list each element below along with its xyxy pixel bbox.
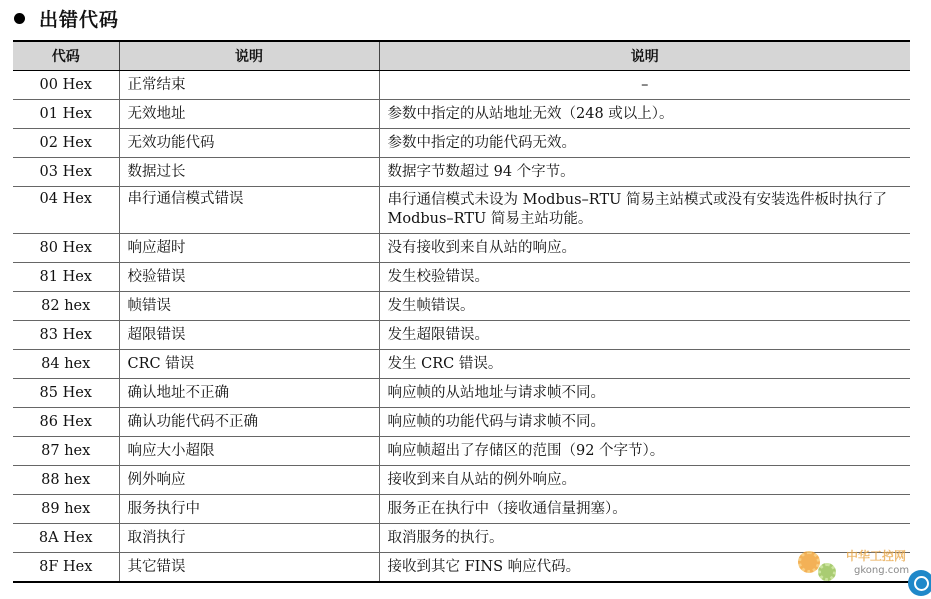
error-code-cell: 8F Hex [13, 553, 119, 583]
error-name-cell: 取消执行 [119, 524, 379, 553]
error-name-cell: 超限错误 [119, 321, 379, 350]
error-code-cell: 04 Hex [13, 187, 119, 234]
column-header-description: 说明 [379, 41, 910, 71]
error-code-cell: 84 hex [13, 350, 119, 379]
error-description-cell: 响应帧的从站地址与请求帧不同。 [379, 379, 910, 408]
error-name-cell: 串行通信模式错误 [119, 187, 379, 234]
error-name-cell: 无效功能代码 [119, 129, 379, 158]
error-description-cell: 发生校验错误。 [379, 263, 910, 292]
site-watermark-logo [796, 547, 921, 587]
table-row [13, 187, 910, 234]
error-description-cell: 服务正在执行中（接收通信量拥塞）。 [379, 495, 910, 524]
error-code-cell: 00 Hex [13, 71, 119, 100]
error-description-cell: 参数中指定的从站地址无效（248 或以上）。 [379, 100, 910, 129]
table-row [13, 466, 910, 495]
error-description-cell: 响应帧超出了存储区的范围（92 个字节）。 [379, 437, 910, 466]
table-row [13, 234, 910, 263]
table-row [13, 437, 910, 466]
error-name-cell: 确认功能代码不正确 [119, 408, 379, 437]
table-row [13, 553, 910, 583]
error-code-table [13, 40, 910, 583]
search-icon[interactable] [908, 570, 931, 596]
error-description-cell: 接收到来自从站的例外响应。 [379, 466, 910, 495]
table-row [13, 495, 910, 524]
error-description-cell: 没有接收到来自从站的响应。 [379, 234, 910, 263]
table-row [13, 71, 910, 100]
bullet-icon [14, 13, 25, 24]
error-description-cell: 响应帧的功能代码与请求帧不同。 [379, 408, 910, 437]
error-code-cell: 88 hex [13, 466, 119, 495]
table-row [13, 263, 910, 292]
heading-text: 出错代码 [39, 8, 120, 31]
table-row [13, 292, 910, 321]
error-description-cell: 串行通信模式未设为 Modbus–RTU 简易主站模式或没有安装选件板时执行了 Modbus–RTU 简易主站功能。 [379, 187, 910, 234]
table-row [13, 129, 910, 158]
gear-icon [818, 563, 836, 581]
table-row [13, 408, 910, 437]
error-description-cell: 发生 CRC 错误。 [379, 350, 910, 379]
error-name-cell: 确认地址不正确 [119, 379, 379, 408]
table-row [13, 350, 910, 379]
gear-icon [798, 551, 820, 573]
table-row [13, 321, 910, 350]
error-code-cell: 89 hex [13, 495, 119, 524]
table-row [13, 100, 910, 129]
error-description-cell: 取消服务的执行。 [379, 524, 910, 553]
error-name-cell: 例外响应 [119, 466, 379, 495]
error-name-cell: 数据过长 [119, 158, 379, 187]
error-description-cell: 发生超限错误。 [379, 321, 910, 350]
error-name-cell: 无效地址 [119, 100, 379, 129]
section-heading [14, 6, 119, 30]
error-description-cell: 发生帧错误。 [379, 292, 910, 321]
error-description-cell: 参数中指定的功能代码无效。 [379, 129, 910, 158]
error-code-cell: 87 hex [13, 437, 119, 466]
error-code-cell: 8A Hex [13, 524, 119, 553]
error-description-cell: 接收到其它 FINS 响应代码。 [379, 553, 910, 583]
error-code-cell: 83 Hex [13, 321, 119, 350]
table-row [13, 158, 910, 187]
watermark-url: gkong.com [854, 565, 910, 576]
table-row [13, 379, 910, 408]
error-name-cell: 正常结束 [119, 71, 379, 100]
error-description-cell: – [379, 71, 910, 100]
error-name-cell: 服务执行中 [119, 495, 379, 524]
error-name-cell: CRC 错误 [119, 350, 379, 379]
error-code-cell: 80 Hex [13, 234, 119, 263]
error-description-cell: 数据字节数超过 94 个字节。 [379, 158, 910, 187]
error-name-cell: 帧错误 [119, 292, 379, 321]
error-code-cell: 02 Hex [13, 129, 119, 158]
error-code-cell: 86 Hex [13, 408, 119, 437]
error-code-cell: 85 Hex [13, 379, 119, 408]
error-name-cell: 响应超时 [119, 234, 379, 263]
table-row [13, 524, 910, 553]
error-code-cell: 03 Hex [13, 158, 119, 187]
watermark-text: 中华工控网 [846, 549, 907, 563]
error-name-cell: 其它错误 [119, 553, 379, 583]
error-code-cell: 01 Hex [13, 100, 119, 129]
error-name-cell: 校验错误 [119, 263, 379, 292]
error-name-cell: 响应大小超限 [119, 437, 379, 466]
table-header-row [13, 41, 910, 71]
error-code-cell: 82 hex [13, 292, 119, 321]
column-header-name: 说明 [119, 41, 379, 71]
column-header-code: 代码 [13, 41, 119, 71]
error-code-cell: 81 Hex [13, 263, 119, 292]
